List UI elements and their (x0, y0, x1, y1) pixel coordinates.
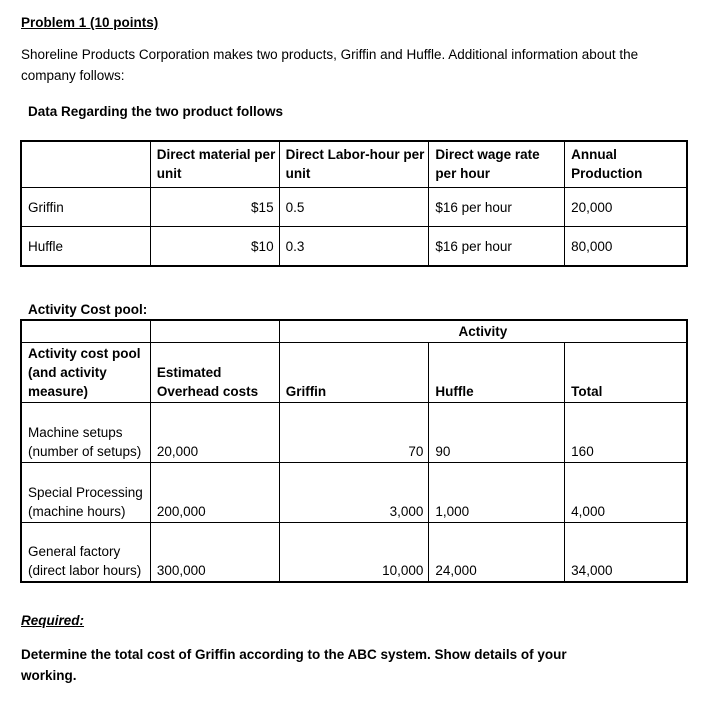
header-direct-wage-rate: Direct wage rate per hour (429, 142, 565, 188)
special-processing-total: 4,000 (565, 463, 687, 523)
header-total: Total (565, 343, 687, 403)
table-row (22, 227, 687, 266)
general-factory-total: 34,000 (565, 523, 687, 582)
activity-table-header-row (22, 343, 687, 403)
table-row (22, 188, 687, 227)
huffle-direct-material: $10 (150, 227, 279, 266)
header-griffin: Griffin (279, 343, 429, 403)
griffin-direct-material: $15 (150, 188, 279, 227)
machine-setups-griffin: 70 (279, 403, 429, 463)
griffin-direct-labor-hour: 0.5 (279, 188, 429, 227)
header-activity-cost-pool: Activity cost pool (and activity measure) (22, 343, 151, 403)
required-text: Determine the total cost of Griffin according to the ABC system. Show details of your working. (21, 647, 567, 683)
product-data-table (21, 141, 687, 266)
table-row (22, 523, 687, 582)
header-annual-production: Annual Production (565, 142, 687, 188)
intro-text: Shoreline Products Corporation makes two products, Griffin and Huffle. Additional information about the company follows: (21, 47, 639, 83)
table-row (22, 403, 687, 463)
header-direct-material: Direct material per unit (150, 142, 279, 188)
product-table-header-row (22, 142, 687, 188)
activity-group-header: Activity (279, 321, 686, 343)
griffin-wage-rate: $16 per hour (429, 188, 565, 227)
table-row (22, 463, 687, 523)
huffle-annual-production: 80,000 (565, 227, 687, 266)
general-factory-griffin: 10,000 (279, 523, 429, 582)
header-direct-labor-hour: Direct Labor-hour per unit (279, 142, 429, 188)
activity-special-processing: Special Processing (machine hours) (22, 463, 151, 523)
general-factory-overhead: 300,000 (150, 523, 279, 582)
special-processing-griffin: 3,000 (279, 463, 429, 523)
general-factory-huffle: 24,000 (429, 523, 565, 582)
activity-machine-setups: Machine setups (number of setups) (22, 403, 151, 463)
machine-setups-overhead: 20,000 (150, 403, 279, 463)
required-label: Required: (21, 613, 85, 628)
row-label-huffle: Huffle (22, 227, 151, 266)
special-processing-overhead: 200,000 (150, 463, 279, 523)
problem-title: Problem 1 (10 points) (21, 15, 159, 30)
product-section-title: Data Regarding the two product follows (28, 104, 284, 119)
row-label-griffin: Griffin (22, 188, 151, 227)
machine-setups-huffle: 90 (429, 403, 565, 463)
activity-group-header-row (22, 321, 687, 343)
header-empty-cell (22, 142, 151, 188)
special-processing-huffle: 1,000 (429, 463, 565, 523)
griffin-annual-production: 20,000 (565, 188, 687, 227)
activity-section-title: Activity Cost pool: (28, 302, 148, 317)
huffle-wage-rate: $16 per hour (429, 227, 565, 266)
activity-general-factory: General factory (direct labor hours) (22, 523, 151, 582)
header-huffle: Huffle (429, 343, 565, 403)
activity-cost-table (21, 320, 687, 582)
header-estimated-overhead: Estimated Overhead costs (150, 343, 279, 403)
machine-setups-total: 160 (565, 403, 687, 463)
huffle-direct-labor-hour: 0.3 (279, 227, 429, 266)
